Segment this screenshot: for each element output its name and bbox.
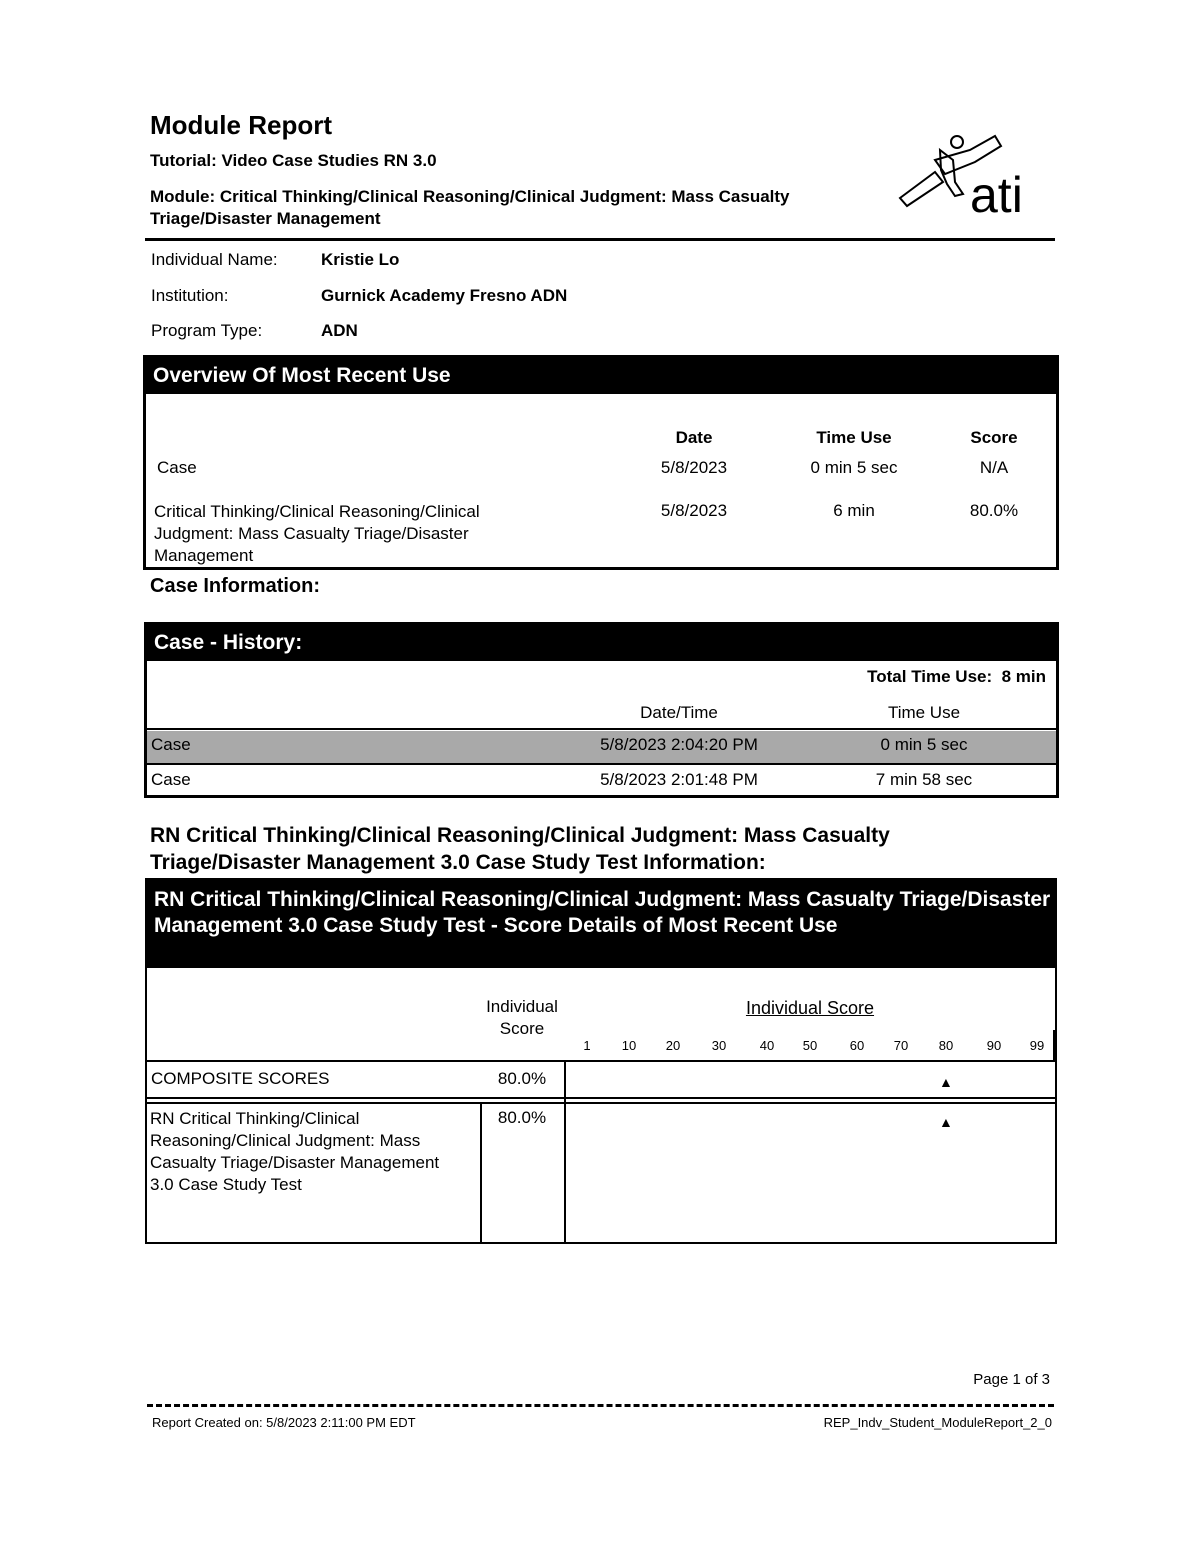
- program-label: Program Type:: [151, 321, 263, 340]
- total-time-value: 8 min: [1001, 667, 1046, 686]
- test-information-title: RN Critical Thinking/Clinical Reasoning/Clinical Judgment: Mass Casualty Triage/Disaster Management 3.0 Case Study Test Information:: [150, 824, 890, 874]
- case-history-heading: Case - History:: [147, 625, 1056, 661]
- score-marker: ▲: [939, 1114, 953, 1130]
- overview-row-name: Case: [157, 458, 197, 477]
- table-divider: [564, 1062, 566, 1242]
- overview-row-name: Critical Thinking/Clinical Reasoning/Clinical Judgment: Mass Casualty Triage/Disaster Management: [154, 502, 480, 565]
- col-time-use: Time Use: [816, 428, 892, 447]
- scale-tick-label: 80: [938, 1038, 954, 1053]
- report-created: Report Created on: 5/8/2023 2:11:00 PM EDT: [152, 1415, 416, 1430]
- scale-tick-label: 50: [802, 1038, 818, 1053]
- history-row-datetime: 5/8/2023 2:01:48 PM: [600, 770, 758, 789]
- test-score-value: 80.0%: [497, 1108, 547, 1127]
- col-history-time-use: Time Use: [887, 703, 961, 722]
- report-id: REP_Indv_Student_ModuleReport_2_0: [823, 1415, 1052, 1430]
- header-rule: [145, 238, 1055, 241]
- composite-score-value: 80.0%: [497, 1069, 547, 1088]
- module-name: Module: Critical Thinking/Clinical Reasoning/Clinical Judgment: Mass Casualty Triage/Disaster Management: [150, 187, 790, 228]
- name-label: Individual Name:: [151, 250, 278, 269]
- scale-tick-label: 30: [711, 1038, 727, 1053]
- overview-row-score: 80.0%: [969, 501, 1019, 520]
- table-divider: [147, 728, 1056, 730]
- col-datetime: Date/Time: [640, 703, 718, 722]
- overview-row-time: 0 min 5 sec: [810, 458, 898, 477]
- institution-value: Gurnick Academy Fresno ADN: [321, 286, 568, 305]
- composite-scores-label: COMPOSITE SCORES: [151, 1069, 330, 1088]
- institution-label: Institution:: [151, 286, 229, 305]
- scale-tick-label: 60: [849, 1038, 865, 1053]
- table-divider: [147, 763, 1056, 765]
- individual-score-scale-title: Individual Score: [745, 998, 875, 1018]
- logo-text: ati: [970, 167, 1023, 220]
- history-row-name: Case: [151, 735, 191, 754]
- history-row-name: Case: [151, 770, 191, 789]
- history-row-datetime: 5/8/2023 2:04:20 PM: [600, 735, 758, 754]
- ati-logo: [895, 130, 1045, 220]
- scale-tick-label: 1: [583, 1038, 591, 1053]
- table-divider: [147, 1102, 1055, 1104]
- program-value: ADN: [321, 321, 358, 340]
- report-title: Module Report: [150, 110, 332, 140]
- scale-tick-label: 10: [621, 1038, 637, 1053]
- scale-tick-label: 90: [986, 1038, 1002, 1053]
- scale-tick-label: 99: [1029, 1038, 1045, 1053]
- case-history-section: [144, 622, 1059, 798]
- table-divider: [1053, 1030, 1055, 1062]
- page-number: Page 1 of 3: [973, 1371, 1050, 1388]
- table-divider: [147, 1060, 1055, 1062]
- score-marker: ▲: [939, 1074, 953, 1090]
- col-score: Score: [970, 428, 1018, 447]
- tutorial-name: Tutorial: Video Case Studies RN 3.0: [150, 151, 437, 170]
- scale-tick-label: 20: [665, 1038, 681, 1053]
- scale-tick-label: 70: [893, 1038, 909, 1053]
- history-row-time: 7 min 58 sec: [875, 770, 973, 789]
- test-score-label: RN Critical Thinking/Clinical Reasoning/Clinical Judgment: Mass Casualty Triage/Disaster Management 3.0 Case Study Test: [150, 1109, 440, 1194]
- table-divider: [147, 1097, 1055, 1099]
- overview-section: [143, 355, 1059, 570]
- case-information-title: Case Information:: [150, 575, 321, 597]
- total-time-use: [867, 667, 1046, 687]
- overview-row-score: N/A: [979, 458, 1009, 477]
- score-details-heading: RN Critical Thinking/Clinical Reasoning/Clinical Judgment: Mass Casualty Triage/Disaster Management 3.0 Case Study Test - Score Details of Most Recent Use: [147, 880, 1055, 968]
- overview-row-time: 6 min: [833, 501, 875, 520]
- overview-heading: Overview Of Most Recent Use: [146, 358, 1056, 394]
- footer-divider: [147, 1404, 1054, 1407]
- total-time-label: Total Time Use:: [867, 667, 993, 686]
- col-date: Date: [675, 428, 713, 447]
- scale-tick-label: 40: [759, 1038, 775, 1053]
- individual-score-col-header: Individual Score: [486, 997, 558, 1038]
- overview-row-date: 5/8/2023: [660, 501, 728, 520]
- name-value: Kristie Lo: [321, 250, 400, 269]
- overview-row-date: 5/8/2023: [660, 458, 728, 477]
- history-row-time: 0 min 5 sec: [880, 735, 968, 754]
